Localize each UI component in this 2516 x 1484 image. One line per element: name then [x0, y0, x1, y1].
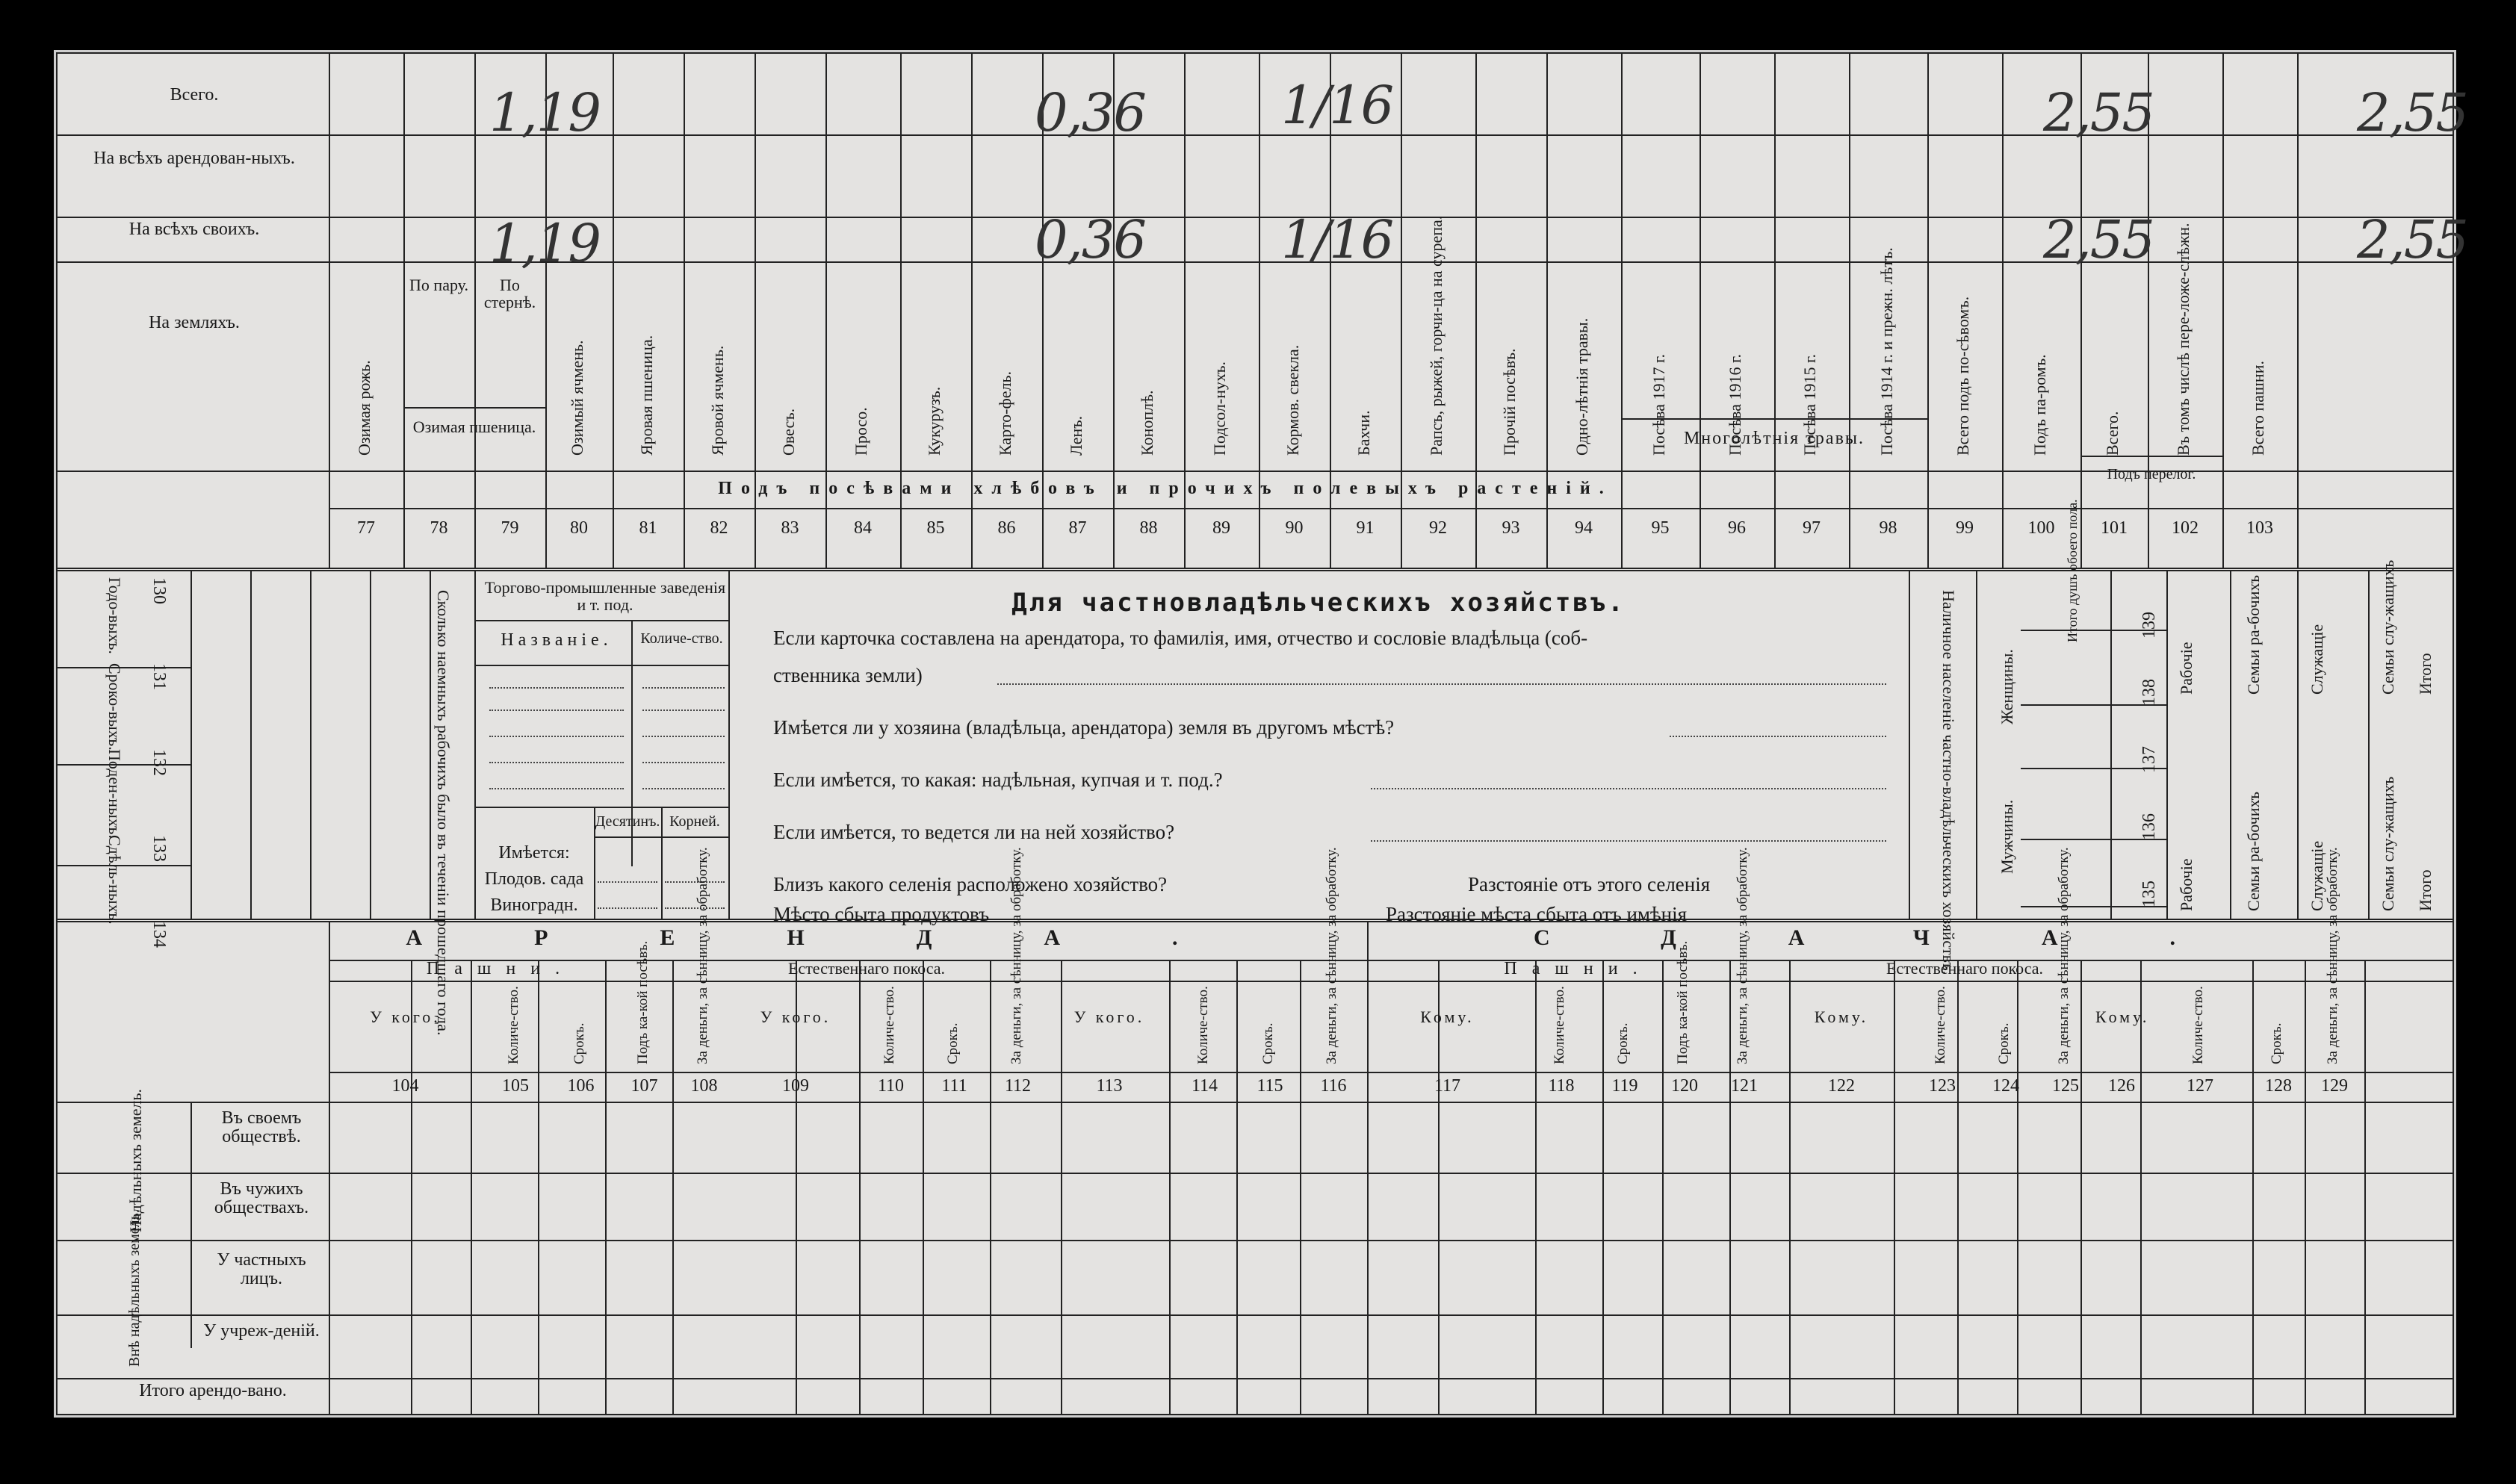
hay-sublease-header: Естественнаго покоса.	[1886, 959, 2043, 978]
column-number: 90	[1285, 518, 1304, 538]
column-number: 78	[430, 518, 448, 538]
lease-title: АРЕНДА.	[406, 925, 1290, 950]
worker-col-header: Сроко-выхъ.	[105, 663, 124, 751]
column-number: 82	[710, 518, 728, 538]
lease-col-header: За деньги, за сѣнницу, за обработку.	[694, 847, 710, 1064]
hay-lease-header: Естественнаго покоса.	[787, 959, 945, 978]
column-header: Коноплѣ.	[1137, 390, 1156, 456]
column-rule	[2166, 570, 2168, 919]
column-header: Озимый ячмень.	[568, 340, 586, 456]
handwritten-value: 1,19	[489, 82, 600, 143]
column-header: Кукурузъ.	[924, 386, 944, 456]
column-header: Карто-фель.	[995, 370, 1014, 456]
sublease-title: СДАЧА.	[1533, 925, 2288, 950]
handwritten-value: 2,55	[2043, 209, 2154, 270]
column-rule	[1367, 960, 1369, 1415]
column-rule	[2230, 570, 2231, 919]
column-header: Озимая рожь.	[355, 360, 374, 456]
column-number: 97	[1803, 518, 1821, 538]
column-rule	[2110, 570, 2112, 919]
column-rule	[605, 960, 607, 1415]
lease-col-number: 111	[941, 1076, 967, 1096]
lease-col-number: 113	[1096, 1076, 1123, 1096]
dotted-rule	[598, 881, 657, 883]
subheader-rule	[1621, 418, 1927, 420]
population-title: Наличное населеніе частно-владѣльческихъ хозяйствъ.	[1939, 590, 1958, 975]
column-header: Посѣва 1915 г.	[1800, 353, 1819, 456]
handwritten-value: 1,19	[489, 213, 600, 274]
lease-col-header: Срокъ.	[1615, 1022, 1631, 1064]
lease-col-header: Кому.	[2095, 1008, 2150, 1026]
column-rule	[672, 960, 674, 1415]
column-number: 96	[1728, 518, 1746, 538]
column-header: Всего.	[2103, 411, 2122, 456]
column-rule	[2080, 960, 2082, 1415]
lease-col-header: У кого.	[370, 1008, 441, 1026]
row-label: Въ чужихъ обществахъ.	[214, 1179, 309, 1218]
row-rule	[329, 508, 2454, 509]
row-rule	[56, 1314, 2454, 1316]
worker-col-header: Годо-выхъ.	[105, 577, 124, 654]
dotted-rule	[642, 762, 725, 763]
worker-col-number: 131	[149, 663, 169, 690]
lease-col-header: За деньги, за сѣнницу, за обработку.	[1735, 847, 1750, 1064]
column-rule	[329, 921, 330, 1415]
men-label: Мужчины.	[1998, 799, 2016, 874]
column-rule	[2002, 52, 2004, 568]
column-number: 91	[1356, 518, 1375, 538]
row-label-total: Всего.	[170, 85, 219, 105]
column-rule	[250, 570, 252, 919]
population-col-number: 135	[2139, 881, 2159, 907]
population-right-header: Семьи ра-бочихъ	[2244, 574, 2263, 695]
column-rule	[2222, 52, 2224, 568]
private-line: Имѣется ли у хозяина (владѣльца, арендатора) земля въ другомъ мѣстѣ?	[773, 716, 1395, 739]
population-col-number: 136	[2139, 813, 2159, 840]
column-rule	[2297, 52, 2299, 568]
private-line: Разстояніе мѣста сбыта отъ имѣнія	[1386, 903, 1688, 925]
fallow-label: Подъ перелог.	[2107, 466, 2196, 482]
lease-col-header: Срокъ.	[571, 1022, 587, 1064]
lease-col-header: Количе-ство.	[1552, 986, 1567, 1064]
lease-col-number: 128	[2265, 1076, 2292, 1096]
column-header: Рапсъ, рыжей, горчи-ца на сурепа.	[1427, 215, 1446, 456]
column-rule	[1602, 960, 1604, 1415]
lease-col-header: Срокъ.	[2269, 1022, 2284, 1064]
row-label-leased: На всѣхъ арендован-ныхъ.	[93, 149, 295, 168]
row-rule	[474, 665, 728, 666]
lease-col-number: 115	[1257, 1076, 1283, 1096]
handwritten-value: 0,36	[1035, 209, 1145, 270]
lease-col-header: За деньги, за сѣнницу, за обработку.	[1008, 847, 1024, 1064]
column-rule	[2297, 570, 2299, 919]
column-rule	[1789, 960, 1791, 1415]
column-header: Подъ па-ромъ.	[2030, 354, 2049, 456]
population-col-number: 138	[2139, 679, 2159, 706]
lease-col-number: 110	[877, 1076, 905, 1096]
lease-col-number: 127	[2187, 1076, 2213, 1096]
column-rule	[370, 570, 371, 919]
row-group-label: Надѣльныхъ земель.	[126, 1088, 145, 1232]
column-rule	[1169, 960, 1171, 1415]
column-number: 101	[2101, 518, 2128, 538]
row-label: Въ своемъ обществѣ.	[221, 1108, 302, 1147]
column-header: Въ томъ числѣ пере-ложе-слѣжн.	[2174, 223, 2193, 456]
population-right-header: Служащіе	[2308, 624, 2326, 695]
dotted-rule	[642, 710, 725, 711]
trade-name-header: Названіе.	[501, 630, 613, 650]
private-line: Если имѣется, то какая: надѣльная, купчая и т. под.?	[773, 769, 1223, 791]
dotted-rule	[489, 788, 624, 789]
column-rule	[2368, 570, 2370, 919]
column-header: Просо.	[852, 407, 870, 456]
column-header: Посѣва 1917 г.	[1649, 353, 1668, 456]
column-rule	[1909, 570, 1910, 919]
private-line: Мѣсто сбыта продуктовъ	[773, 903, 990, 925]
column-rule	[2364, 960, 2366, 1415]
column-number: 88	[1139, 518, 1158, 538]
lease-col-header: Количе-ство.	[506, 986, 521, 1064]
lease-col-header: Количе-ство.	[1195, 986, 1211, 1064]
lease-col-header: Срокъ.	[1996, 1022, 2012, 1064]
orchard-label: Плодов. сада	[484, 869, 584, 889]
lease-col-number: 108	[690, 1076, 718, 1096]
population-right-footer: Служащіе	[2308, 840, 2326, 911]
lease-col-header: Срокъ.	[1260, 1022, 1276, 1064]
both-sexes-label: Итого душъ обоего пола.	[2065, 499, 2080, 642]
worker-col-number: 133	[149, 835, 169, 862]
row-rule	[474, 620, 728, 621]
subheader-rule	[2080, 456, 2222, 457]
section-rule	[56, 570, 2454, 571]
lease-col-number: 114	[1191, 1076, 1218, 1096]
worker-col-header: Поден-ныхъ.	[105, 749, 124, 839]
population-right-header: Итого	[2416, 653, 2435, 695]
hired-workers-question: Сколько наемныхъ рабочихъ было въ теченіи прошедшаго года.	[434, 590, 453, 1036]
column-rule	[1061, 960, 1062, 1415]
column-number: 94	[1575, 518, 1593, 538]
worker-col-number: 130	[149, 577, 169, 604]
lease-col-number: 122	[1828, 1076, 1855, 1096]
column-rule	[1535, 960, 1537, 1415]
handwritten-value: 1/16	[1281, 75, 1393, 136]
dotted-rule	[598, 907, 657, 909]
worker-col-header: Сдѣль-ныхъ.	[105, 835, 124, 925]
population-right-footer: Семьи слу-жащихъ	[2379, 776, 2397, 911]
private-line: ственника земли)	[773, 664, 923, 686]
lease-col-number: 112	[1004, 1076, 1032, 1096]
lease-col-number: 117	[1434, 1076, 1461, 1096]
row-rule	[329, 1072, 2454, 1073]
row-rule	[56, 1173, 2454, 1174]
lease-col-number: 119	[1611, 1076, 1638, 1096]
dotted-rule	[489, 687, 624, 689]
lease-col-number: 106	[567, 1076, 595, 1096]
column-rule	[1957, 960, 1959, 1415]
row-rule	[594, 836, 728, 838]
column-rule	[190, 1102, 192, 1348]
dotted-rule	[997, 683, 1886, 685]
column-number: 93	[1502, 518, 1520, 538]
column-rule	[310, 570, 312, 919]
column-rule	[471, 960, 472, 1415]
lease-col-header: Срокъ.	[944, 1022, 961, 1064]
lease-col-header: Подъ ка-кой посѣвъ.	[634, 940, 651, 1064]
private-line: Разстояніе отъ этого селенія	[1468, 873, 1711, 895]
row-label: У учреж-деній.	[203, 1321, 320, 1341]
subheader-rule	[403, 407, 545, 409]
column-rule	[990, 960, 991, 1415]
column-header: Подсол-нухъ.	[1210, 361, 1229, 456]
column-rule	[430, 570, 431, 919]
lease-col-header: Количе-ство.	[881, 986, 897, 1064]
column-number: 103	[2246, 518, 2273, 538]
column-number: 100	[2027, 518, 2055, 538]
column-rule	[2305, 960, 2306, 1415]
worker-col-number: 134	[149, 921, 169, 948]
column-number: 77	[357, 518, 375, 538]
lease-col-header: У кого.	[760, 1008, 831, 1026]
lease-col-number: 104	[391, 1076, 419, 1096]
section-rule	[56, 921, 2454, 922]
lease-col-number: 126	[2108, 1076, 2135, 1096]
dotted-rule	[642, 736, 725, 737]
column-number: 79	[501, 518, 519, 538]
column-rule	[728, 570, 730, 919]
column-rule	[474, 570, 476, 919]
population-col-number: 139	[2139, 612, 2159, 639]
column-rule	[538, 960, 539, 1415]
row-group-label: Внѣ надѣльныхъ земель.	[126, 1209, 143, 1367]
dotted-rule	[1371, 840, 1886, 842]
trade-title: Торгово-промышленные заведенія и т. под.	[484, 578, 726, 615]
column-number: 89	[1212, 518, 1230, 538]
column-header: Яровой ячмень.	[707, 345, 727, 456]
lease-col-header: За деньги, за сѣнницу, за обработку.	[1324, 847, 1339, 1064]
private-line: Если карточка составлена на арендатора, то фамилія, имя, отчество и сословіе владѣльца (соб-	[773, 627, 1588, 649]
population-right-footer: Семьи ра-бочихъ	[2244, 791, 2263, 911]
column-number: 86	[997, 518, 1016, 538]
dotted-rule	[642, 687, 725, 689]
row-rule	[474, 807, 728, 808]
column-rule	[1729, 960, 1731, 1415]
women-label: Женщины.	[1998, 649, 2016, 724]
column-number: 85	[926, 518, 945, 538]
column-rule	[923, 960, 924, 1415]
column-number: 83	[781, 518, 799, 538]
dotted-rule	[642, 788, 725, 789]
column-rule	[1438, 960, 1440, 1415]
handwritten-value: 2,55	[2357, 82, 2467, 143]
column-header: Прочій посѣвъ.	[1499, 348, 1519, 456]
section-rule	[56, 919, 2454, 920]
row-rule	[56, 1102, 2454, 1103]
column-rule	[1300, 960, 1301, 1415]
dotted-rule	[1371, 788, 1886, 789]
handwritten-value: 1/16	[1281, 209, 1393, 270]
dotted-rule	[1670, 736, 1886, 737]
private-line: Если имѣется, то ведется ли на ней хозяйство?	[773, 821, 1175, 843]
column-rule	[796, 960, 797, 1415]
column-number: 98	[1879, 518, 1897, 538]
winter-wheat-label: Озимая пшеница.	[412, 417, 536, 436]
column-rule	[1976, 570, 1977, 919]
column-header: По стернѣ.	[483, 276, 536, 312]
handwritten-value: 0,36	[1035, 82, 1145, 143]
column-header: Яровая пшеница.	[636, 335, 656, 456]
lease-col-number: 123	[1929, 1076, 1956, 1096]
column-rule	[859, 960, 861, 1415]
arable-sublease-header: Пашни.	[1504, 959, 1652, 978]
handwritten-value: 2,55	[2357, 209, 2467, 270]
multiyear-grass-label: Многолѣтнія травы.	[1683, 429, 1865, 448]
under-crops-banner: Подъ посѣвами хлѣбовъ и прочихъ полевыхъ растеній.	[718, 479, 1613, 498]
column-rule	[2252, 960, 2254, 1415]
lease-col-number: 107	[630, 1076, 658, 1096]
row-rule	[56, 1378, 2454, 1379]
column-rule	[1894, 960, 1895, 1415]
trade-qty-header: Количе-ство.	[640, 630, 723, 647]
dotted-rule	[489, 736, 624, 737]
lease-col-number: 118	[1548, 1076, 1575, 1096]
column-rule	[2017, 960, 2018, 1415]
column-rule	[1236, 960, 1238, 1415]
lease-col-number: 116	[1320, 1076, 1347, 1096]
census-card	[56, 52, 2467, 1415]
column-number: 95	[1651, 518, 1670, 538]
lease-col-header: Подъ ка-кой посѣвъ.	[1675, 940, 1691, 1064]
population-right-header: Семьи слу-жащихъ	[2379, 559, 2397, 695]
column-header: Посѣва 1916 г.	[1726, 353, 1744, 456]
column-header: Ленъ.	[1066, 415, 1085, 456]
column-header: По пару.	[409, 276, 468, 294]
column-number: 81	[639, 518, 657, 538]
column-number: 87	[1068, 518, 1087, 538]
column-number: 99	[1956, 518, 1974, 538]
lease-col-number: 124	[1992, 1076, 2019, 1096]
lease-col-number: 125	[2052, 1076, 2079, 1096]
lease-col-number: 121	[1731, 1076, 1758, 1096]
population-right-footer: Рабочіе	[2177, 858, 2196, 911]
private-farms-title: Для частновладѣльческихъ хозяйствъ.	[1011, 588, 1626, 618]
has-label: Имѣется:	[498, 843, 570, 863]
column-number: 80	[570, 518, 588, 538]
column-header: Всего подъ по-сѣвомъ.	[1953, 296, 1972, 456]
column-rule	[190, 570, 192, 919]
handwritten-value: 2,55	[2043, 82, 2154, 143]
lease-col-number: 120	[1671, 1076, 1698, 1096]
worker-col-number: 132	[149, 749, 169, 776]
vineyard-label: Виноградн.	[490, 895, 578, 915]
dotted-rule	[489, 710, 624, 711]
lease-col-header: Кому.	[1420, 1008, 1475, 1026]
column-header: Овесъ.	[778, 408, 798, 456]
lease-col-number: 105	[502, 1076, 529, 1096]
row-label-own: На всѣхъ своихъ.	[128, 220, 260, 239]
column-header: Бахчи.	[1354, 410, 1373, 456]
column-rule	[411, 960, 412, 1415]
lease-col-number: 109	[782, 1076, 809, 1096]
roots-header: Корней.	[669, 813, 720, 830]
column-header: Кормов. свекла.	[1283, 344, 1302, 456]
row-label-lands: На земляхъ.	[149, 313, 240, 332]
population-right-footer: Итого	[2416, 869, 2435, 911]
lease-col-number: 129	[2321, 1076, 2348, 1096]
population-right-header: Рабочіе	[2177, 642, 2196, 695]
column-number: 92	[1429, 518, 1447, 538]
lease-col-header: За деньги, за сѣнницу, за обработку.	[2325, 847, 2340, 1064]
row-label: У частныхъ лицъ.	[217, 1250, 306, 1289]
desyatin-header: Десятинъ.	[595, 813, 660, 830]
column-number: 102	[2172, 518, 2199, 538]
arable-lease-header: Пашни.	[426, 959, 575, 978]
dotted-rule	[489, 762, 624, 763]
lease-col-header: Количе-ство.	[1933, 986, 1948, 1064]
column-rule	[1662, 960, 1664, 1415]
row-rule	[56, 1240, 2454, 1241]
column-number: 84	[854, 518, 872, 538]
lease-col-header: Количе-ство.	[2190, 986, 2206, 1064]
section-rule	[56, 568, 2454, 569]
column-header: Всего пашни.	[2249, 361, 2267, 456]
private-line: Близъ какого селенія расположено хозяйство?	[773, 873, 1168, 895]
row-label: Итого арендо-вано.	[139, 1381, 287, 1400]
population-col-number: 137	[2139, 746, 2159, 773]
column-rule	[2140, 960, 2142, 1415]
lease-col-header: У кого.	[1073, 1008, 1145, 1026]
column-header: Одно-лѣтнія травы.	[1572, 317, 1591, 456]
column-header: Посѣва 1914 г. и прежн. лѣтъ.	[1877, 247, 1896, 456]
lease-col-header: За деньги, за сѣнницу, за обработку.	[2056, 847, 2072, 1064]
lease-col-header: Кому.	[1814, 1008, 1869, 1026]
